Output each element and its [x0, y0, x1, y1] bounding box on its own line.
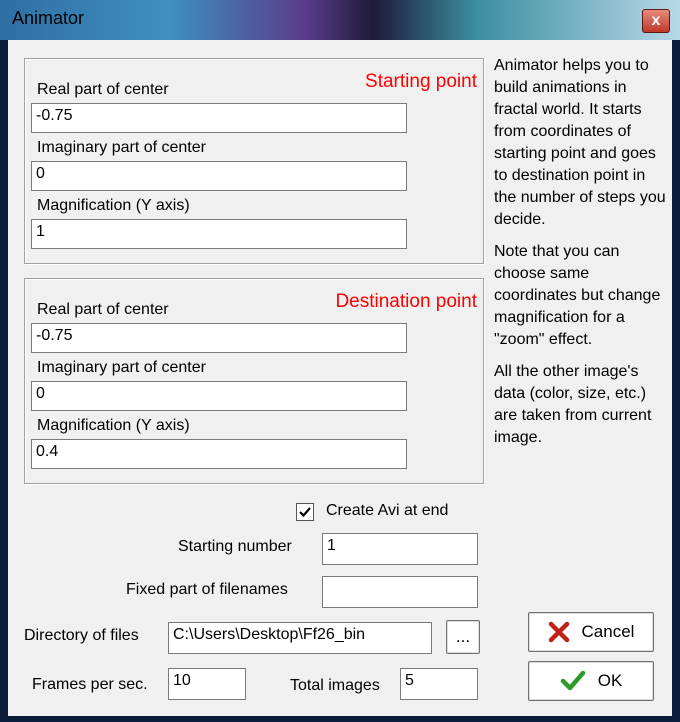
- dest-real-input[interactable]: -0.75: [31, 323, 407, 353]
- fps-label: Frames per sec.: [32, 676, 148, 693]
- help-paragraph-1: Animator helps you to build animations in fractal world. It starts from coordinates of starting point and goes to destination point in the number of steps you decide.: [494, 57, 666, 228]
- create-avi-label: Create Avi at end: [326, 502, 449, 519]
- fixed-part-input[interactable]: [322, 576, 478, 608]
- red-x-icon: [548, 621, 570, 643]
- fps-input[interactable]: 10: [168, 668, 246, 700]
- start-imag-label: Imaginary part of center: [37, 139, 206, 156]
- dest-imag-input[interactable]: 0: [31, 381, 407, 411]
- ok-button[interactable]: [528, 661, 654, 701]
- dest-imag-label: Imaginary part of center: [37, 359, 206, 376]
- title-bar: [0, 0, 680, 40]
- destination-point-header: Destination point: [335, 291, 477, 312]
- dest-mag-label: Magnification (Y axis): [37, 417, 190, 434]
- create-avi-checkbox[interactable]: [296, 503, 314, 521]
- start-real-input[interactable]: -0.75: [31, 103, 407, 133]
- directory-input[interactable]: C:\Users\Desktop\Ff26_bin: [168, 622, 432, 654]
- cancel-label: Cancel: [581, 622, 635, 641]
- fixed-part-label: Fixed part of filenames: [126, 581, 288, 598]
- start-imag-input[interactable]: 0: [31, 161, 407, 191]
- ok-label: OK: [597, 671, 623, 690]
- close-button[interactable]: [642, 9, 670, 33]
- destination-point-group: [24, 278, 484, 484]
- starting-point-header: Starting point: [365, 71, 477, 92]
- window-title: Animator: [12, 8, 85, 28]
- total-images-input[interactable]: 5: [400, 668, 478, 700]
- close-icon: x: [651, 12, 661, 29]
- checkmark-icon: [297, 504, 313, 520]
- dest-real-label: Real part of center: [37, 301, 169, 318]
- starting-number-input[interactable]: 1: [322, 533, 478, 565]
- start-real-label: Real part of center: [37, 81, 169, 98]
- cancel-button[interactable]: [528, 612, 654, 652]
- browse-button[interactable]: [446, 620, 480, 654]
- start-mag-label: Magnification (Y axis): [37, 197, 190, 214]
- total-images-label: Total images: [290, 677, 380, 694]
- starting-point-group: [24, 58, 484, 264]
- help-paragraph-3: All the other image's data (color, size, etc.) are taken from current image.: [494, 363, 652, 446]
- help-text: [494, 55, 666, 459]
- dest-mag-input[interactable]: 0.4: [31, 439, 407, 469]
- help-paragraph-2: Note that you can choose same coordinates but change magnification for a "zoom" effect.: [494, 243, 661, 348]
- start-mag-input[interactable]: 1: [31, 219, 407, 249]
- browse-label: ...: [455, 627, 471, 646]
- green-check-icon: [560, 670, 586, 692]
- dialog-body: [8, 40, 672, 716]
- directory-label: Directory of files: [24, 627, 139, 644]
- starting-number-label: Starting number: [178, 538, 292, 555]
